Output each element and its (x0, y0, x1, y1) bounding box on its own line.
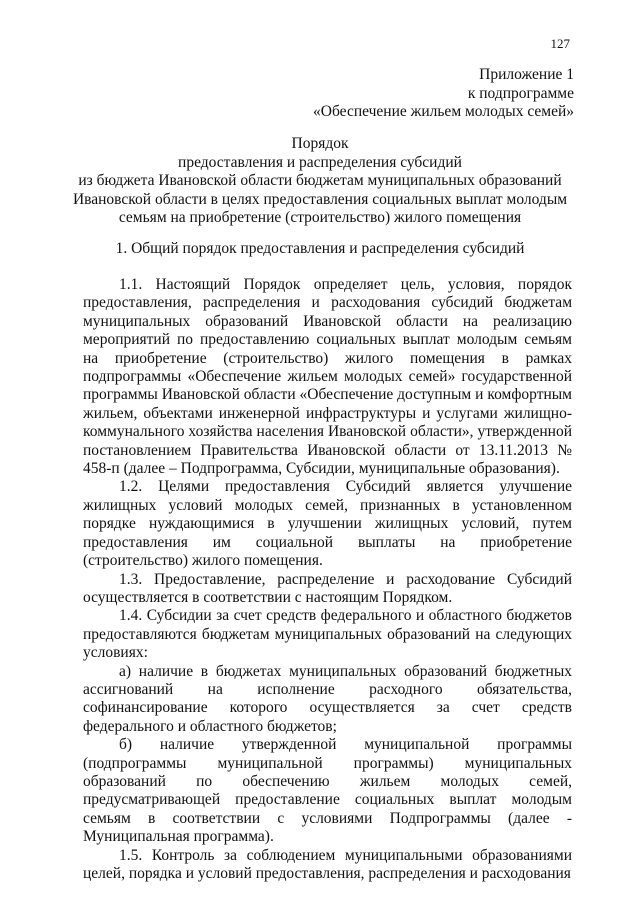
title-line: предоставления и распределения субсидий (178, 153, 462, 171)
appendix-line: Приложение 1 (479, 66, 574, 83)
page-number: 127 (550, 36, 570, 51)
appendix-line: «Обеспечение жильем молодых семей» (313, 103, 574, 120)
document-body (83, 276, 572, 883)
appendix-reference (300, 66, 574, 122)
paragraph-1-5: 1.5. Контроль за соблюдением муниципальными образованиями целей, порядка и условий предоставления, распределения и расходования (83, 846, 572, 882)
title-line: семьям на приобретение (строительство) жилого помещения (118, 209, 522, 226)
paragraph-1-2: 1.2. Целями предоставления Субсидий является улучшение жилищных условий молодых семей, признанных в установленном порядке нуждающимися в улучшении жилищных условий, путем предоставления им социальной выплаты на приобретение (строительство) жилого помещения. (83, 478, 572, 570)
section-heading: 1. Общий порядок предоставления и распределения субсидий (115, 240, 525, 257)
title-line: Ивановской области в целях предоставления социальных выплат молодым (72, 190, 568, 208)
appendix-line: к подпрограмме (467, 84, 574, 102)
paragraph-1-4-a: а) наличие в бюджетах муниципальных образований бюджетных ассигнований на исполнение расходного обязательства, софинансирование которого осуществляется за счет средств федерального и областного бюджетов; (83, 662, 572, 735)
title-line: Порядок (291, 135, 349, 152)
paragraph-1-3: 1.3. Предоставление, распределение и расходование Субсидий осуществляется в соответствии с настоящим Порядком. (83, 570, 572, 606)
paragraph-1-4: 1.4. Субсидии за счет средств федерального и областного бюджетов предоставляются бюджетам муниципальных образований на следующих условиях: (83, 607, 572, 662)
paragraph-1-1: 1.1. Настоящий Порядок определяет цель, условия, порядок предоставления, распределения и расходования субсидий бюджетам муниципальных образований Ивановской области на реализацию мероприятий по предоставлению социальных выплат молодым семьям на приобретение (строительство) жилого помещения в рамках подпрограммы «Обеспечение жильем молодых семей» государственной программы Ивановской области «Обеспечение доступным и комфортным жильем, объектами инженерной инфраструктуры и услугами жилищно-коммунального хозяйства населения Ивановской области», утвержденной постановлением Правительства Ивановской области от 13.11.2013 № 458-п (далее – Подпрограмма, Субсидии, муниципальные образования). (83, 276, 572, 478)
title-line: из бюджета Ивановской области бюджетам муниципальных образований (78, 172, 562, 189)
document-title (70, 135, 570, 228)
paragraph-1-4-b: б) наличие утвержденной муниципальной программы (подпрограммы муниципальной программы) муниципальных образований по обеспечению жильем молодых семей, предусматривающей предоставление социальных выплат молодым семьям в соответствии с условиями Подпрограммы (далее - Муниципальная программа). (83, 736, 572, 846)
